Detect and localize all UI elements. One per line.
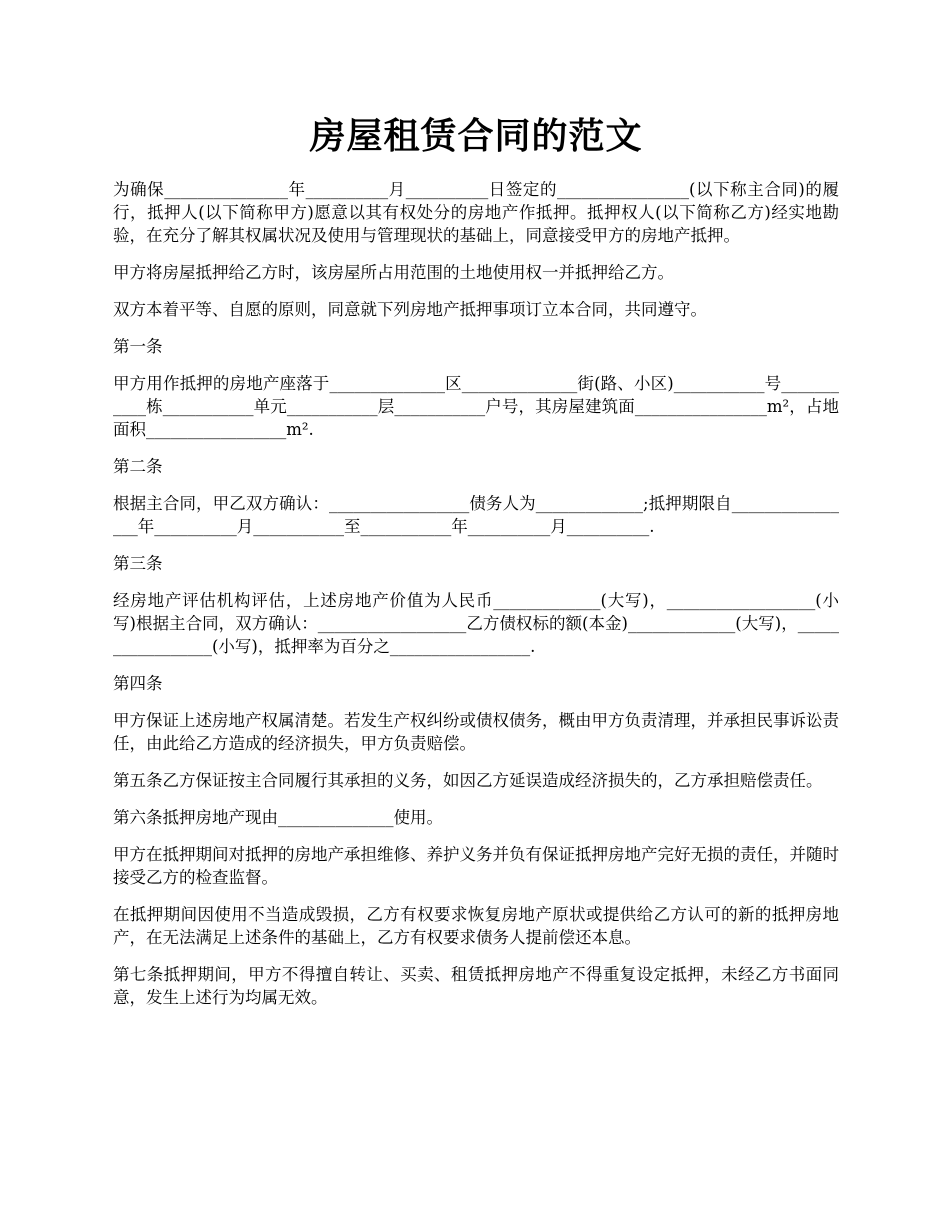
maintenance-text: 甲方在抵押期间对抵押的房地产承担维修、养护义务并负有保证抵押房地产完好无损的责任，并随时接受乙方的检查监督。 [113,845,839,887]
document-title: 房屋租赁合同的范文 [309,115,643,157]
article-7-text: 第七条抵押期间，甲方不得擅自转让、买卖、租赁抵押房地产不得重复设定抵押，未经乙方书面同意，发生上述行为均属无效。 [113,965,839,1007]
article-1-heading: 第一条 [113,337,163,356]
document-body [113,178,839,1023]
article-5-text: 第五条乙方保证按主合同履行其承担的义务，如因乙方延误造成经济损失的，乙方承担赔偿责任。 [113,771,823,790]
article-4-text: 甲方保证上述房地产权属清楚。若发生产权纠纷或债权债务，概由甲方负责清理，并承担民事诉讼责任，由此给乙方造成的经济损失，甲方负责赔偿。 [113,711,839,753]
article-1-text: 甲方用作抵押的房地产座落于______________区______________街(路、小区)___________号___________栋___________单元___________层___________户号，其房屋建筑面________________m²，占地面积_________________m². [113,374,839,439]
paragraph-principles: 双方本着平等、自愿的原则，同意就下列房地产抵押事项订立本合同，共同遵守。 [113,300,707,319]
article-3-text: 经房地产评估机构评估，上述房地产价值为人民币_____________(大写)，__________________(小写)根据主合同，双方确认：__________________乙方债权标的额(本金)_____________(大写)，_________________(小写)，抵押率为百分之_________________. [113,591,839,656]
article-3-heading: 第三条 [113,554,163,573]
article-2-heading: 第二条 [113,457,163,476]
paragraph-land-use: 甲方将房屋抵押给乙方时，该房屋所占用范围的土地使用权一并抵押给乙方。 [113,263,674,282]
article-2-text: 根据主合同，甲乙双方确认：_________________债务人为_____________;抵押期限自________________年__________月___________至___________年__________月__________. [113,494,839,536]
damage-text: 在抵押期间因使用不当造成毁损，乙方有权要求恢复房地产原状或提供给乙方认可的新的抵押房地产，在无法满足上述条件的基础上，乙方有权要求债务人提前偿还本息。 [113,905,839,947]
article-4-heading: 第四条 [113,674,163,693]
article-6-text: 第六条抵押房地产现由______________使用。 [113,808,443,827]
paragraph-preamble: 为确保_______________年__________月__________日签定的________________(以下称主合同)的履行，抵押人(以下简称甲方)愿意以其有权处分的房地产作抵押。抵押权人(以下简称乙方)经实地勘验，在充分了解其权属状况及使用与管理现状的基础上，同意接受甲方的房地产抵押。 [113,180,839,245]
